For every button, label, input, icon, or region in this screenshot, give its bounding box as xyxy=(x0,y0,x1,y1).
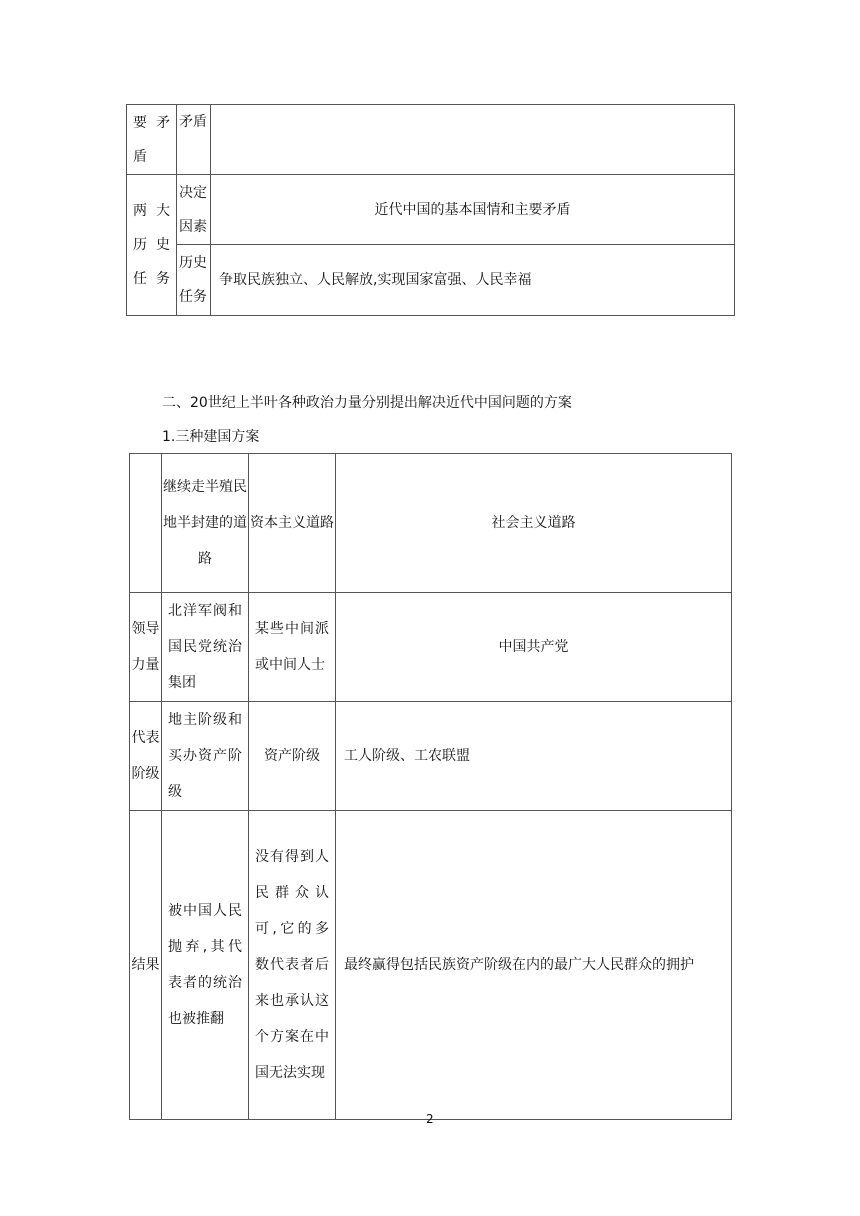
table-cell: 某些中间派或中间人士 xyxy=(249,593,336,702)
table-row xyxy=(127,245,735,316)
table-cell: 中国共产党 xyxy=(336,593,732,702)
row-label: 结果 xyxy=(130,811,162,1120)
row-sublabel: 历史任务 xyxy=(177,245,211,316)
nation-building-plans-table xyxy=(129,453,732,1120)
header-cell: 社会主义道路 xyxy=(336,454,732,593)
section-heading: 二、20世纪上半叶各种政治力量分别提出解决近代中国问题的方案 xyxy=(162,395,572,411)
table-cell: 最终赢得包括民族资产阶级在内的最广大人民群众的拥护 xyxy=(336,811,732,1120)
table-cell xyxy=(211,105,735,175)
table-row xyxy=(130,702,732,811)
row-sublabel: 决定因素 xyxy=(177,175,211,245)
table-row xyxy=(127,175,735,245)
row-label: 代表阶级 xyxy=(130,702,162,811)
table-cell: 争取民族独立、人民解放,实现国家富强、人民幸福 xyxy=(211,245,735,316)
table-cell: 没有得到人民群众认可,它的多数代表者后来也承认这个方案在中国无法实现 xyxy=(249,811,336,1120)
table-row xyxy=(127,105,735,175)
header-cell: 资本主义道路 xyxy=(249,454,336,593)
table-cell: 工人阶级、工农联盟 xyxy=(336,702,732,811)
row-label: 领导力量 xyxy=(130,593,162,702)
table-cell: 资产阶级 xyxy=(249,702,336,811)
sub-heading: 1.三种建国方案 xyxy=(162,429,260,445)
header-cell: 继续走半殖民地半封建的道路 xyxy=(162,454,249,593)
row-sublabel: 矛盾 xyxy=(177,105,211,175)
page-number: 2 xyxy=(426,1112,434,1126)
table-cell: 北洋军阀和国民党统治集团 xyxy=(162,593,249,702)
row-label: 两大历史任务 xyxy=(127,175,177,316)
header-cell xyxy=(130,454,162,593)
row-label: 要矛盾 xyxy=(127,105,177,175)
table-header-row xyxy=(130,454,732,593)
table-row xyxy=(130,811,732,1120)
table-row xyxy=(130,593,732,702)
national-conditions-table xyxy=(126,104,735,316)
table-cell: 被中国人民抛弃,其代表者的统治也被推翻 xyxy=(162,811,249,1120)
table-cell: 近代中国的基本国情和主要矛盾 xyxy=(211,175,735,245)
table-cell: 地主阶级和买办资产阶级 xyxy=(162,702,249,811)
